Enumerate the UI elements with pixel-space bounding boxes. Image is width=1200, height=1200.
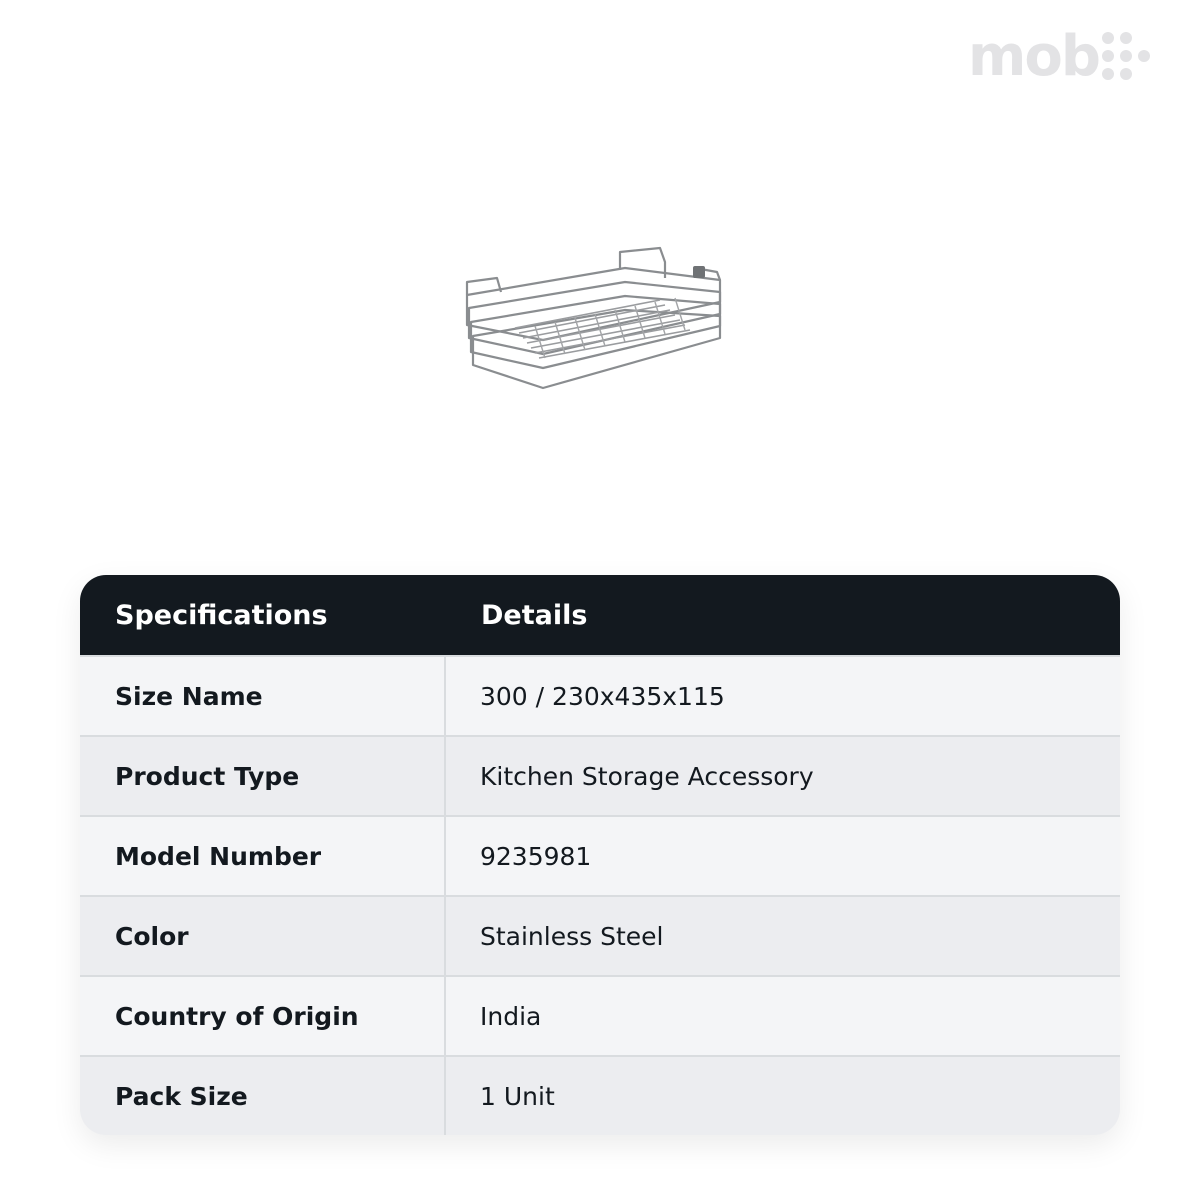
row-value: Kitchen Storage Accessory bbox=[480, 761, 814, 791]
row-value: 9235981 bbox=[480, 841, 592, 871]
table-row bbox=[80, 815, 1120, 895]
header-details: Details bbox=[481, 599, 588, 631]
row-value: 300 / 230x435x115 bbox=[480, 681, 725, 711]
table-row bbox=[80, 735, 1120, 815]
row-label: Country of Origin bbox=[80, 977, 446, 1055]
table-row bbox=[80, 895, 1120, 975]
logo-text: mob bbox=[968, 24, 1099, 89]
row-value: 1 Unit bbox=[480, 1081, 555, 1111]
brand-logo bbox=[968, 22, 1158, 92]
row-label: Product Type bbox=[80, 737, 446, 815]
specifications-table bbox=[80, 575, 1120, 1135]
row-value: Stainless Steel bbox=[480, 921, 664, 951]
table-header bbox=[80, 575, 1120, 655]
logo-dots-icon bbox=[1100, 30, 1152, 82]
row-label: Pack Size bbox=[80, 1057, 446, 1135]
table-row bbox=[80, 655, 1120, 735]
row-label: Size Name bbox=[80, 657, 446, 735]
table-row bbox=[80, 975, 1120, 1055]
row-label: Color bbox=[80, 897, 446, 975]
row-value: India bbox=[480, 1001, 542, 1031]
header-specifications: Specifications bbox=[115, 599, 328, 631]
wire-basket-icon bbox=[455, 240, 735, 405]
row-label: Model Number bbox=[80, 817, 446, 895]
table-row bbox=[80, 1055, 1120, 1135]
